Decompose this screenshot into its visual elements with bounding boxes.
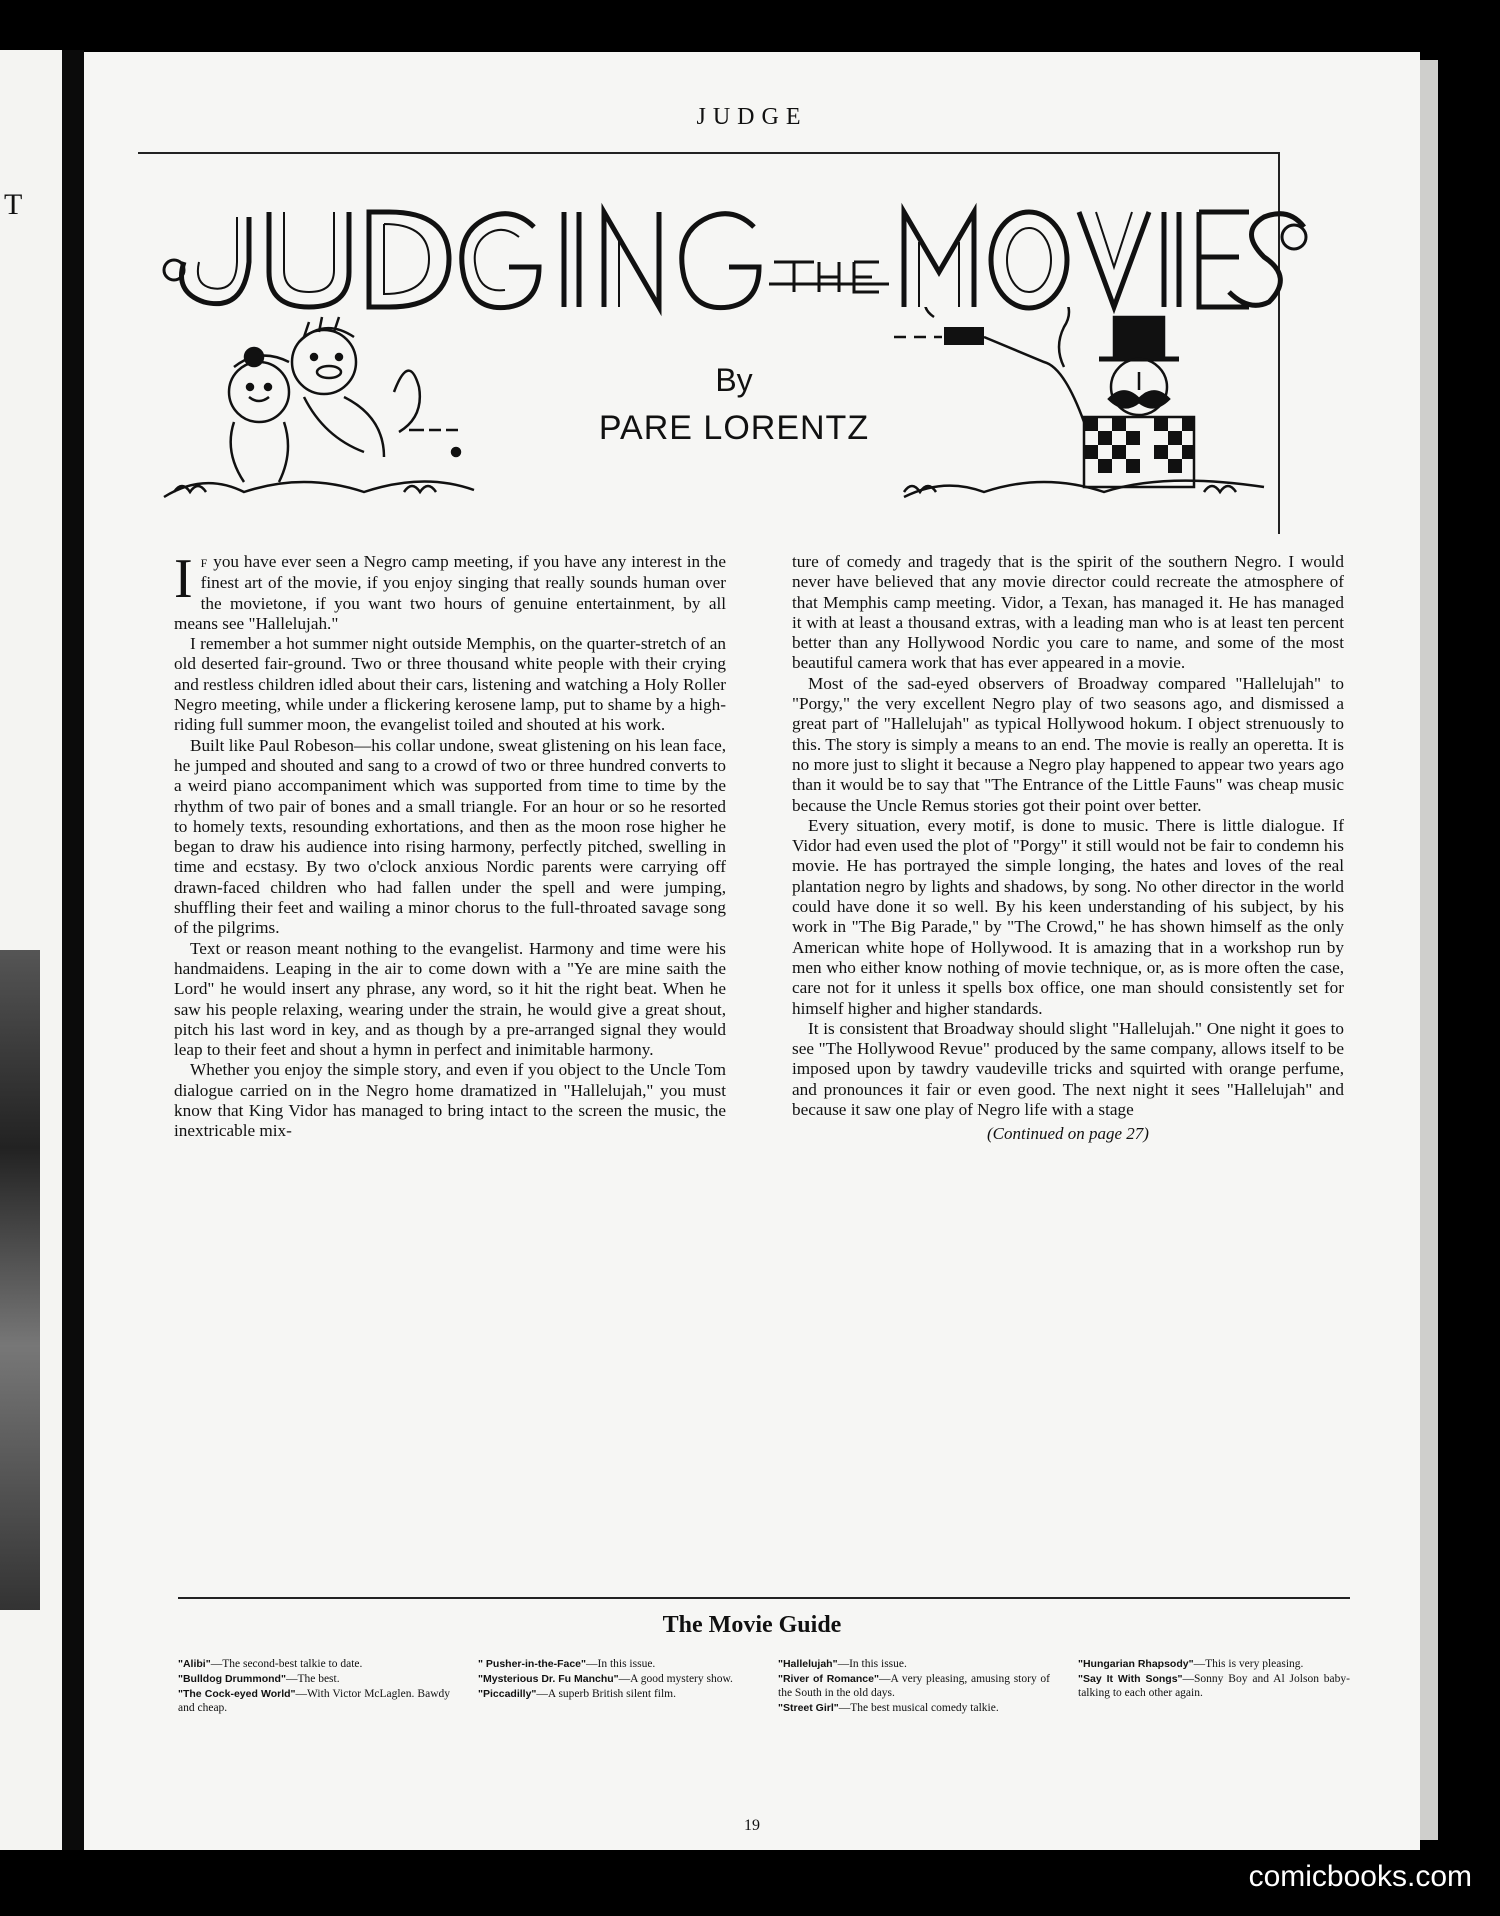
article-paragraph <box>174 548 726 634</box>
section-rule <box>178 1597 1350 1599</box>
magazine-page <box>84 52 1420 1850</box>
guide-entry <box>778 1657 1050 1671</box>
article-column-1 <box>174 548 726 1145</box>
guide-entry-title: "Say It With Songs" <box>1078 1673 1183 1685</box>
guide-entry <box>1078 1672 1350 1700</box>
article-paragraph: It is consistent that Broadway should slight "Hallelujah." One night it goes to see "The Hollywood Revue" produced by the same company, allows itself to be imposed upon by tawdry vaudeville tricks and squirted with orange perfume, and pronounces it fair or even good. The next night it sees "Hallelujah" and because it saw one play of Negro life with a stage <box>792 1018 1344 1120</box>
guide-entry-title: "Mysterious Dr. Fu Manchu" <box>478 1673 619 1685</box>
guide-entry-title: "Hungarian Rhapsody" <box>1078 1658 1194 1670</box>
guide-entry <box>478 1687 750 1701</box>
guide-entry-text: —A very pleasing, amusing story of the South in the old days. <box>778 1673 1051 1699</box>
article-body <box>174 548 1344 1145</box>
continued-notice: (Continued on page 27) <box>987 1124 1149 1144</box>
cartoon-couple <box>154 312 494 502</box>
guide-entry <box>178 1672 450 1686</box>
movie-guide-column <box>178 1657 450 1716</box>
drop-cap: I <box>174 548 193 610</box>
guide-entry-title: "The Cock-eyed World" <box>178 1688 296 1700</box>
page-stack-edge <box>1420 60 1438 1840</box>
guide-entry-text: —This is very pleasing. <box>1193 1658 1304 1670</box>
guide-entry-text: —In this issue. <box>585 1658 656 1670</box>
guide-entry <box>778 1672 1050 1700</box>
drop-cap-continuation: F <box>200 556 209 570</box>
guide-entry <box>1078 1657 1350 1671</box>
guide-entry <box>778 1701 1050 1715</box>
watermark: comicbooks.com <box>1248 1860 1472 1893</box>
guide-entry-title: "River of Romance" <box>778 1673 879 1685</box>
guide-entry-title: "Street Girl" <box>778 1702 839 1714</box>
guide-entry-text: —The best musical comedy talkie. <box>838 1702 999 1714</box>
guide-entry-title: "Piccadilly" <box>478 1688 537 1700</box>
title-lettering <box>154 192 1314 322</box>
movie-guide-column <box>478 1657 750 1716</box>
article-paragraph: Built like Paul Robeson—his collar undone, sweat glistening on his lean face, he jumped and shouted and sang to a crowd of two or three hundred converts to a weird piano accompaniment which was supported from time to time by the rhythm of two pair of bones and a small triangle. For an hour or so he resorted to homely texts, resounding exhortations, and then as the moon rose higher he began to draw his audience into rising harmony, perfectly pitched, swelling in time and ecstasy. By two o'clock anxious Nordic parents were carrying off drawn-faced children who had fallen under the spell and were jumping, shuffling their feet and wailing a minor chorus to the full-throated savage song of the pilgrims. <box>174 735 726 938</box>
article-paragraph: I remember a hot summer night outside Memphis, on the quarter-stretch of an old deserted fair-ground. Two or three thousand white people with their crying and restless children idled about their cars, listening and watching a Holy Roller Negro meeting, while under a flickering kerosene lamp, put to shame by a high-riding full summer moon, the evangelist toiled and shouted at his work. <box>174 634 726 735</box>
guide-entry-text: —With Victor McLaglen. Bawdy and cheap. <box>178 1688 450 1714</box>
movie-guide <box>178 1657 1350 1716</box>
running-head: JUDGE <box>696 104 808 130</box>
movie-guide-title: The Movie Guide <box>662 1612 842 1638</box>
cartoon-villain <box>884 307 1274 507</box>
page-gutter <box>62 50 84 1850</box>
facing-page-edge <box>0 50 62 1850</box>
guide-entry-title: "Alibi" <box>178 1658 211 1670</box>
guide-entry-title: " Pusher-in-the-Face" <box>478 1658 586 1670</box>
article-column-2 <box>792 552 1344 1145</box>
byline-by: By <box>715 362 753 398</box>
guide-entry-text: —In this issue. <box>837 1658 907 1670</box>
guide-entry-title: "Hallelujah" <box>778 1658 838 1670</box>
guide-entry-text: —A good mystery show. <box>618 1673 733 1685</box>
article-paragraph: Whether you enjoy the simple story, and even if you object to the Uncle Tom dialogue carried on in the Negro home dramatized in "Hallelujah," you must know that King Vidor has managed to bring intact to the screen the music, the inextricable mix- <box>174 1060 726 1141</box>
guide-entry-text: —Sonny Boy and Al Jolson baby-talking to each other again. <box>1078 1673 1350 1699</box>
guide-entry <box>178 1687 450 1715</box>
page-number: 19 <box>744 1817 760 1834</box>
byline <box>524 362 944 448</box>
article-paragraph: Text or reason meant nothing to the evangelist. Harmony and time were his handmaidens. Leaping in the air to come down with a "Ye are mine saith the Lord" he would insert any phrase, any word, so it hit the right beat. When he saw his people relaxing, wearing under the strain, he would give a great shout, pitch his last word in key, and as though by a pre-arranged signal they would leap to their feet and shout a hymn in perfect and inimitable harmony. <box>174 938 726 1060</box>
guide-entry <box>178 1657 450 1671</box>
byline-author: PARE LORENTZ <box>598 409 870 447</box>
guide-entry-text: —The best. <box>285 1673 340 1685</box>
article-text: you have ever seen a Negro camp meeting, if you have any interest in the finest art of the movie, if you enjoy singing that really sounds human over the movietone, if you want two hours of genuine entertainment, by all means see "Hallelujah." <box>174 552 726 633</box>
guide-entry-text: —A superb British silent film. <box>536 1688 677 1700</box>
article-paragraph: Every situation, every motif, is done to music. There is little dialogue. If Vidor had even used the plot of "Porgy" it still would not be fair to condemn his movie. He has portrayed the simple longing, the hates and loves of the real plantation negro by lights and shadows, by song. No other director in the world could have done it so well. By his keen understanding of his subject, by his work in "The Big Parade," by "The Crowd," he has shown himself as the only American white hope of Hollywood. It is amazing that in a workshop run by men who either know nothing of movie technique, or, as is more often the case, care not for it unless it spells box office, one man should consistently set for himself higher and higher standards. <box>792 815 1344 1018</box>
movie-guide-column <box>778 1657 1050 1716</box>
article-paragraph: ture of comedy and tragedy that is the spirit of the southern Negro. I would never have believed that any movie director could recreate the atmosphere of that Memphis camp meeting. Vidor, a Texan, has managed it. He has managed it with at least a thousand extras, with a leading man who is at least ten percent better than any Hollywood Nordic you care to name, and some of the most beautiful camera work that has ever appeared in a movie. <box>792 552 1344 673</box>
guide-entry-text: —The second-best talkie to date. <box>210 1658 363 1670</box>
article-paragraph: Most of the sad-eyed observers of Broadway compared "Hallelujah" to "Porgy," the very excellent Negro play of two seasons ago, and dismissed a great part of "Hallelujah" as typical Hollywood hokum. I object strenuously to this. The story is simply a means to an end. The movie is really an operetta. It is no more just to slight it because a Negro play happened to appear two years ago than it would be to say that "The Entrance of the Little Fauns" was cheap music because the Uncle Remus stories got their point over better. <box>792 673 1344 815</box>
guide-entry <box>478 1672 750 1686</box>
movie-guide-column <box>1078 1657 1350 1716</box>
facing-page-fragment: T <box>4 188 23 221</box>
guide-entry-title: "Bulldog Drummond" <box>178 1673 286 1685</box>
guide-entry <box>478 1657 750 1671</box>
facing-page-photo <box>0 950 40 1610</box>
